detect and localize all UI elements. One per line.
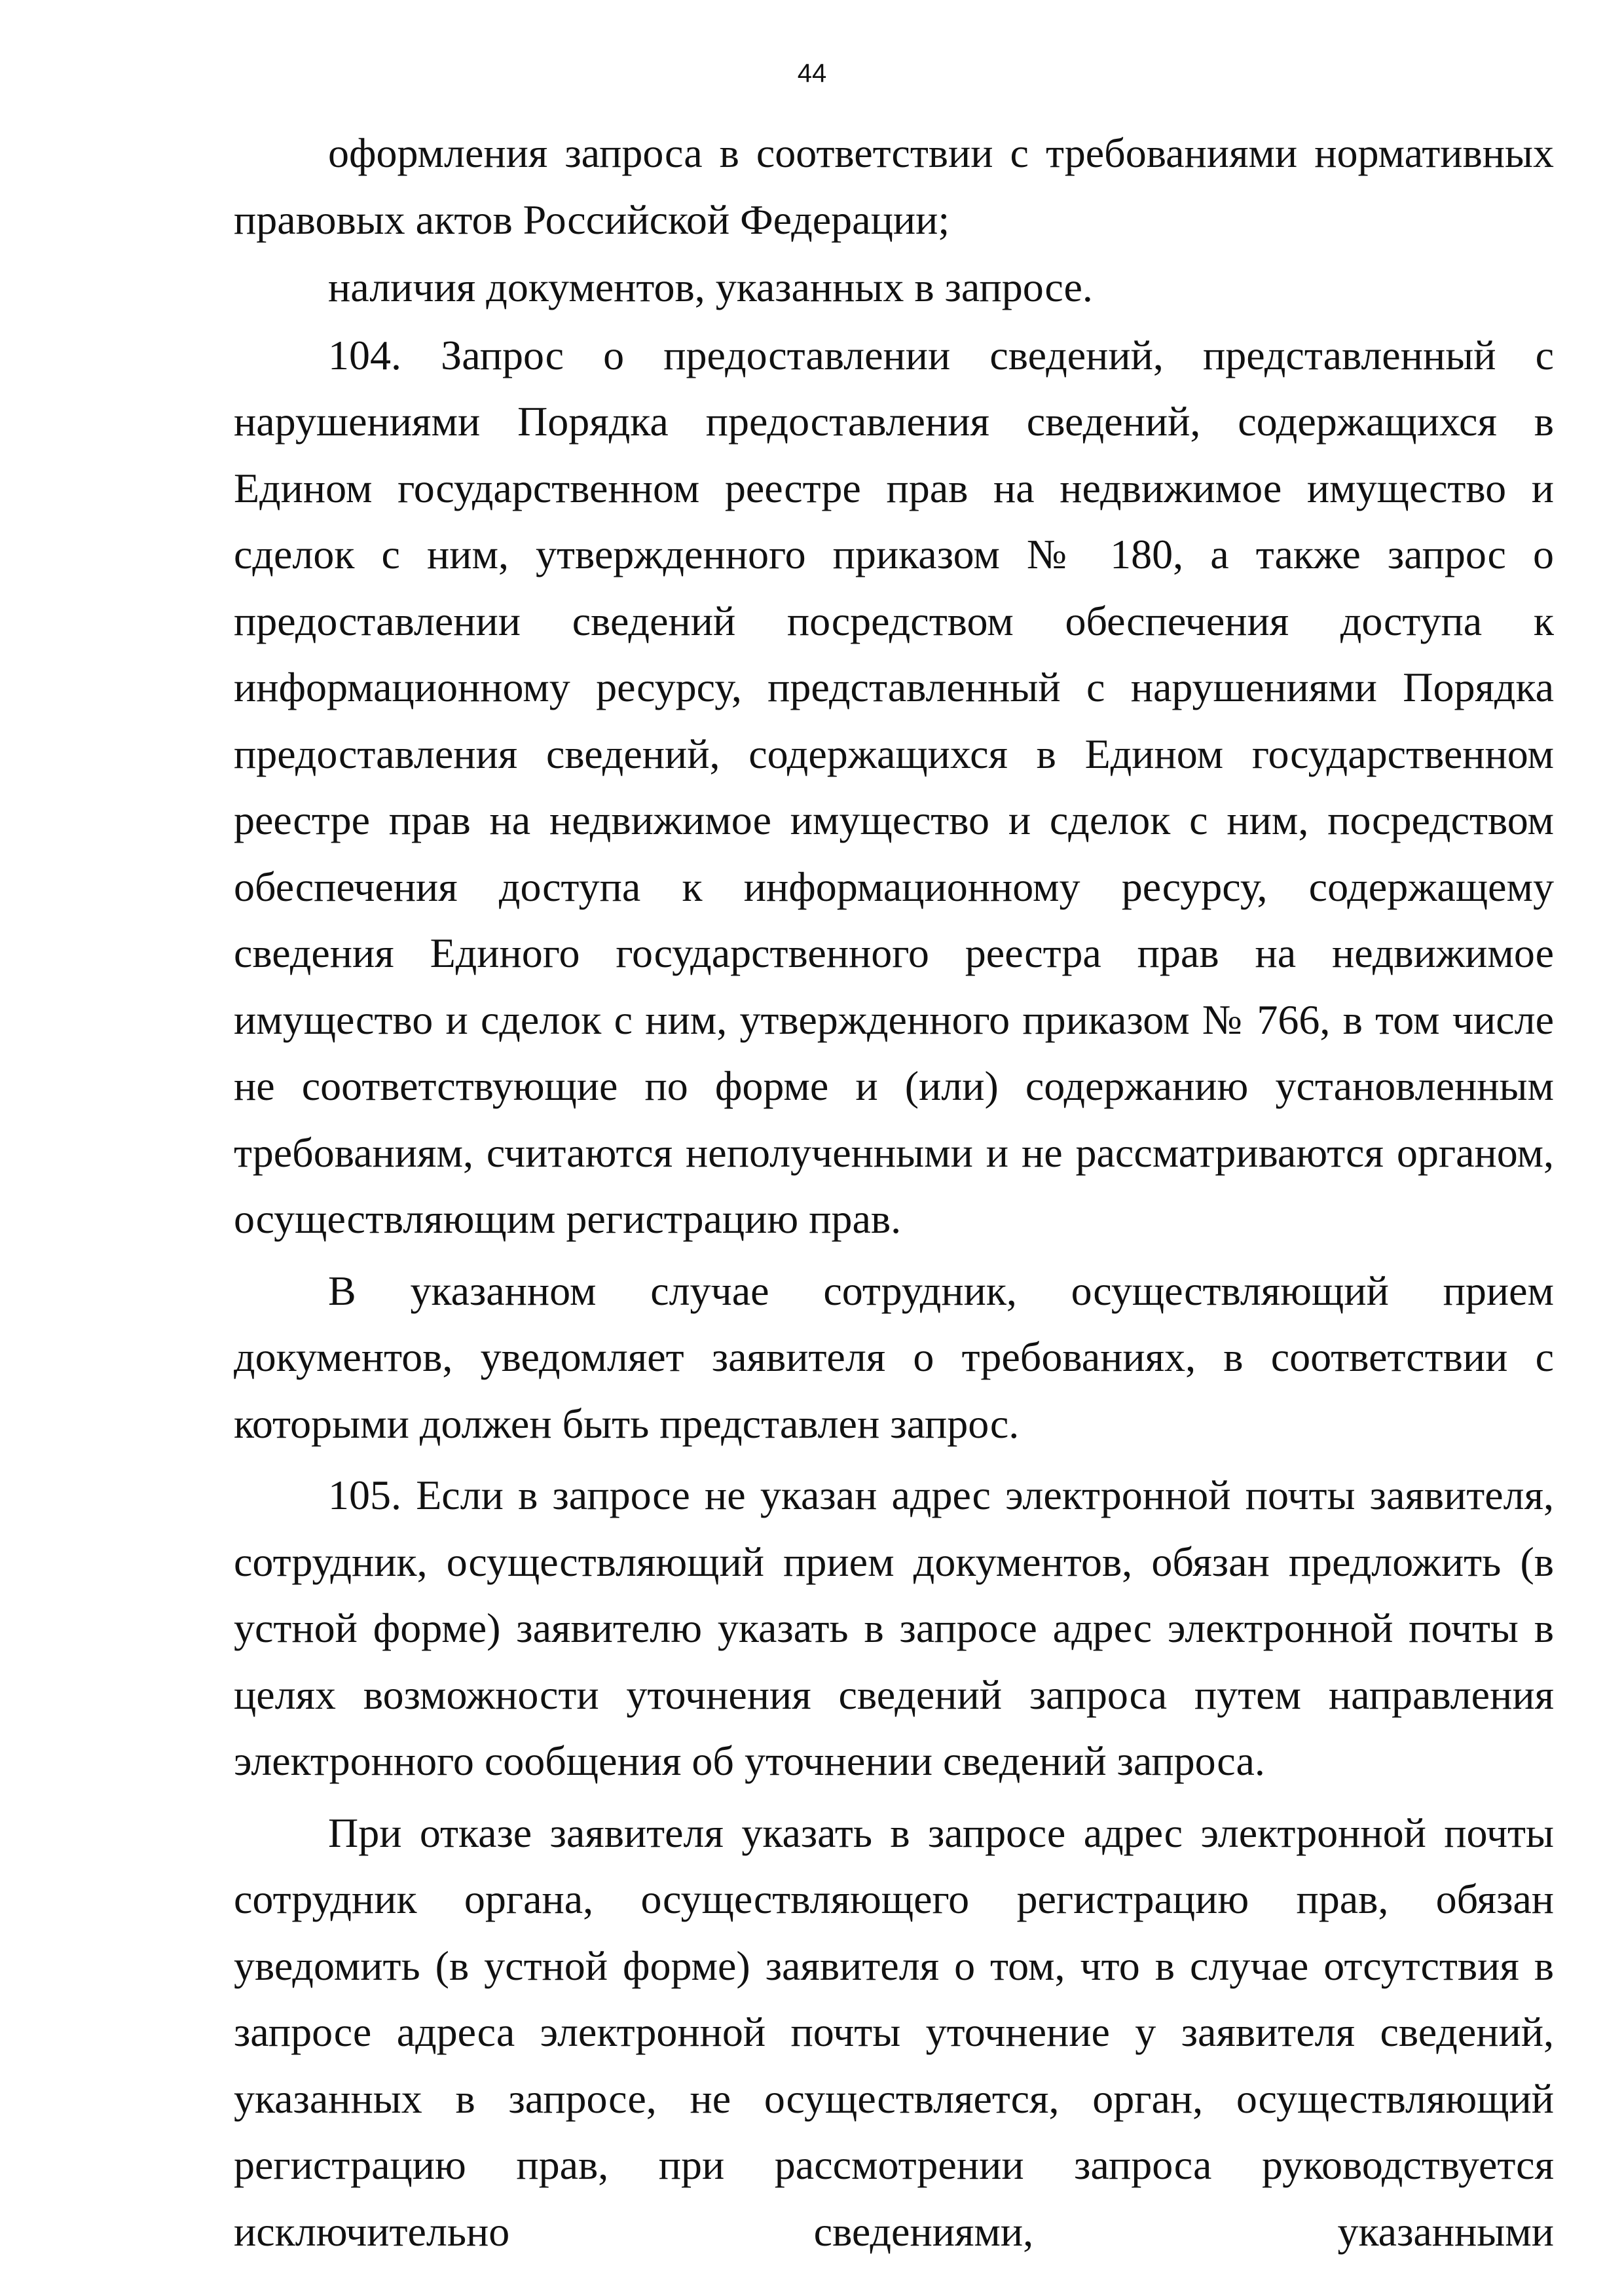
paragraph-continuation: оформления запроса в соответствии с требованиями нормативных правовых актов Российской Федерации; <box>234 130 1554 243</box>
document-body <box>234 120 1554 2265</box>
paragraph-documents: наличия документов, указанных в запросе. <box>328 264 1093 310</box>
paragraph-105: 105. Если в запросе не указан адрес электронной почты заявителя, сотрудник, осуществляющий прием документов, обязан предложить (в устной форме) заявителю указать в запросе адрес электронной почты в целях возможности уточнения сведений запроса путем направления электронного сообщения об уточнении сведений запроса. <box>234 1472 1554 1784</box>
paragraph-104: 104. Запрос о предоставлении сведений, представленный с нарушениями Порядка предоставления сведений, содержащихся в Едином государственном реестре прав на недвижимое имущество и сделок с ним, утвержденного приказом № 180, а также запрос о предоставлении сведений посредством обеспечения доступа к информационному ресурсу, представленный с нарушениями Порядка предоставления сведений, содержащихся в Едином государственном реестре прав на недвижимое имущество и сделок с ним, посредством обеспечения доступа к информационному ресурсу, содержащему сведения Единого государственного реестра прав на недвижимое имущество и сделок с ним, утвержденного приказом № 766, в том числе не соответствующие по форме и (или) содержанию установленным требованиям, считаются неполученными и не рассматриваются органом, осуществляющим регистрацию прав. <box>234 331 1554 1242</box>
paragraph-refusal: При отказе заявителя указать в запросе адрес электронной почты сотрудник органа, осуществляющего регистрацию прав, обязан уведомить (в устной форме) заявителя о том, что в случае отсутствия в запросе адреса электронной почты уточнение у заявителя сведений, указанных в запросе, не осуществляется, орган, осуществляющий регистрацию прав, при рассмотрении запроса руководствуется исключительно сведениями, указанными <box>234 1809 1554 2255</box>
paragraph-notify: В указанном случае сотрудник, осуществляющий прием документов, уведомляет заявителя о требованиях, в соответствии с которыми должен быть представлен запрос. <box>234 1267 1554 1447</box>
page-number: 44 <box>797 59 827 88</box>
